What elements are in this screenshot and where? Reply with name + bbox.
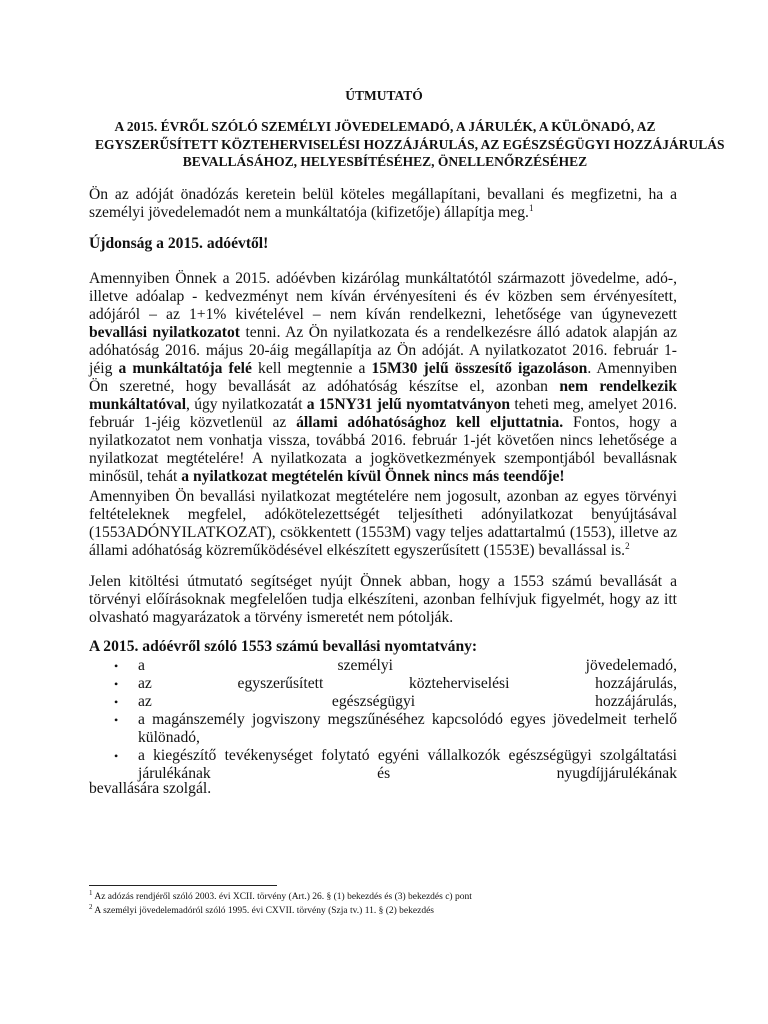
footnote [89, 890, 689, 904]
bold-text: nem rendelkezik [559, 378, 677, 395]
bold-text: a munkáltatója felé [118, 360, 252, 377]
footnote-ref: 1 [528, 203, 534, 213]
text: állami adóhatóság közreműködésével elkészített egyszerűsített (1553E) bevallással is. [89, 542, 626, 559]
bold-text: bevallási nyilatkozatot [89, 324, 240, 341]
text: . Amennyiben [587, 360, 677, 377]
document-heading [95, 118, 725, 171]
document-title: ÚTMUTATÓ [345, 88, 423, 103]
text: kell megtennie a [251, 360, 372, 377]
paragraph-line: adójáról – az 1+1% kivételével – nem kíván rendelkezni, lehetősége van úgynevezett [89, 306, 677, 323]
paragraph-line: nyilatkozatot nem vonhatja vissza, továbbá 2016. február 1-jét követően nincs lehetősége a [89, 432, 677, 449]
paragraph-line: feltételeknek megfelel, adókötelezettségét teljesítheti adónyilatkozat benyújtásával [89, 506, 677, 523]
text: teheti meg, amelyet 2016. [510, 396, 677, 413]
list-item [89, 675, 677, 693]
text: február 1-jéig közvetlenül az [89, 414, 297, 431]
bullet-icon: • [114, 677, 119, 691]
list-item [89, 747, 677, 783]
list-item-text: az egészségügyi hozzájárulás, [138, 693, 677, 710]
text: jéig [89, 360, 119, 377]
paragraph-line [89, 324, 677, 342]
list-item-text: járulékának és nyugdíjjárulékának [138, 765, 677, 782]
bullet-icon: • [114, 659, 119, 673]
paragraph-line [89, 414, 677, 432]
paragraph-line [89, 542, 677, 560]
paragraph-line [89, 360, 677, 378]
news-heading: Újdonság a 2015. adóévtől! [89, 235, 269, 252]
list-item-text: különadó, [138, 729, 200, 746]
paragraph-line: illetve adóalap - kedvezményt nem kíván érvényesíteni és év közben sem érvényesített, [89, 288, 677, 305]
intro-line-text: személyi jövedelemadót nem a munkáltatója (kifizetője) állapítja meg. [89, 204, 529, 221]
text: minősül, tehát [89, 468, 182, 485]
guide-paragraph [89, 573, 677, 627]
paragraph-line [89, 378, 677, 396]
paragraph-line: Amennyiben Önnek a 2015. adóévben kizárólag munkáltatótól származott jövedelme, adó-, [89, 270, 677, 287]
bold-text: a nyilatkozat megtételén kívül Önnek nincs más teendője! [181, 468, 565, 485]
bullet-icon: • [114, 713, 119, 727]
bullet-icon: • [114, 695, 119, 709]
paragraph-line: (1553ADÓNYILATKOZAT), csökkentett (1553M) vagy teljes adattartalmú (1553), illetve az [89, 524, 677, 541]
eligibility-paragraph [89, 488, 677, 560]
bold-text: állami adóhatósághoz kell eljuttatnia. [296, 414, 564, 431]
list-item-text: az egyszerűsített közteherviselési hozzájárulás, [138, 675, 677, 692]
text: Fontos, hogy a [563, 414, 678, 431]
list-item [89, 657, 677, 675]
form-contents-list [89, 657, 677, 783]
footnote-text: A személyi jövedelemadóról szóló 1995. évi CXVII. törvény (Szja tv.) 11. § (2) bekezdés [94, 906, 434, 916]
paragraph-line: Jelen kitöltési útmutató segítséget nyújt Önnek abban, hogy a 1553 számú bevallását a [89, 573, 677, 590]
paragraph-line: nyilatkozat megtételére! A nyilatkozata a jogkövetkezmények szempontjából bevallásnak [89, 450, 677, 467]
bold-text: munkáltatóval [89, 396, 187, 413]
text: Ön szeretné, hogy bevallását az adóhatóság készítse el, azonban [89, 378, 560, 395]
footnote [89, 904, 689, 918]
footnote-ref: 2 [625, 541, 630, 551]
list-item-text: a kiegészítő tevékenységet folytató egyéni vállalkozók egészségügyi szolgáltatási [138, 747, 677, 764]
footnotes [89, 890, 689, 918]
declaration-paragraph [89, 270, 677, 486]
text: , úgy nyilatkozatát [186, 396, 307, 413]
intro-line: Ön az adóját önadózás keretein belül köteles megállapítani, bevallani és megfizetni, ha a [89, 186, 677, 203]
paragraph-line [89, 396, 677, 414]
bold-text: 15M30 jelű összesítő igazoláson [371, 360, 588, 377]
paragraph-line: Amennyiben Ön bevallási nyilatkozat megtételére nem jogosult, azonban az egyes törvényi [89, 488, 677, 505]
intro-line [89, 204, 677, 222]
list-item-text: a személyi jövedelemadó, [138, 657, 677, 674]
footnote-number: 1 [89, 889, 93, 897]
heading-line: BEVALLÁSÁHOZ, HELYESBÍTÉSÉHEZ, ÖNELLENŐRZÉSÉHEZ [182, 154, 588, 169]
heading-line: EGYSZERŰSÍTETT KÖZTEHERVISELÉSI HOZZÁJÁRULÁS, AZ EGÉSZSÉGÜGYI HOZZÁJÁRULÁS [95, 136, 725, 152]
closing-text: bevallására szolgál. [89, 780, 212, 797]
text: tenni. Az Ön nyilatkozata és a rendelkezésre álló adatok alapján az [240, 324, 677, 341]
paragraph-line: olvasható magyarázatok a törvény ismeretét nem pótolják. [89, 609, 454, 626]
intro-paragraph [89, 186, 677, 222]
paragraph-line: törvényi előírásoknak megfelelően tudja elkészíteni, azonban felhívjuk figyelmét, hogy az itt [89, 591, 677, 608]
list-item [89, 711, 677, 747]
heading-line: A 2015. ÉVRŐL SZÓLÓ SZEMÉLYI JÖVEDELEMADÓ, A JÁRULÉK, A KÜLÖNADÓ, AZ [114, 119, 656, 134]
list-item [89, 693, 677, 711]
footnote-number: 2 [89, 903, 93, 911]
footnote-text: Az adózás rendjéről szóló 2003. évi XCII. törvény (Art.) 26. § (1) bekezdés és (3) bekezdés c) pont [94, 892, 472, 902]
list-item-text: a magánszemély jogviszony megszűnéséhez kapcsolódó egyes jövedelmeit terhelő [138, 711, 677, 728]
bullet-icon: • [114, 749, 119, 763]
form-list-title: A 2015. adóévről szóló 1553 számú bevallási nyomtatvány: [89, 638, 478, 655]
paragraph-line: adóhatóság 2016. május 20-áig megállapítja az Ön adóját. A nyilatkozatot 2016. február 1- [89, 342, 677, 359]
bold-text: a 15NY31 jelű nyomtatványon [306, 396, 511, 413]
footnote-divider [89, 885, 277, 886]
paragraph-line [89, 468, 677, 486]
